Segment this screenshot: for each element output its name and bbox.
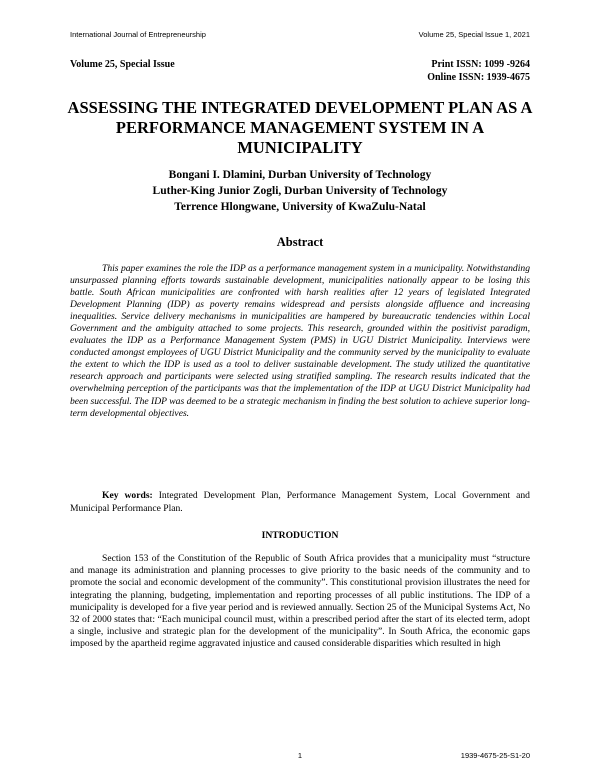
introduction-heading: INTRODUCTION [261,530,339,541]
keywords-text: Integrated Development Plan, Performance Management System, Local Government and Municipal Performance Plan. [70,490,530,514]
print-issn: Print ISSN: 1099 -9264 [431,59,530,70]
keywords [70,490,530,515]
introduction-text: Section 153 of the Constitution of the Republic of South Africa provides that a municipality must “structure and manage its administration and planning processes to give priority to the basic needs of the community and to promote the social and economic development of the community”. This constitutional provision illustrates the need for integrating the planning, budgeting, implementation and reporting processes of all public institutions. The IDP of a municipality is developed for a five year period and is reviewed annually. Section 25 of the Municipal Systems Act, No 32 of 2000 states that: “Each municipal council must, within a prescribed period after the start of its elected term, adopt a single, inclusive and strategic plan for the development of the municipality”. In South Africa, the economic gaps imposed by the apartheid regime aggravated injustice and caused considerable disparities which resulted in high [70,553,530,650]
author-line: Terrence Hlongwane, University of KwaZulu-Natal [174,201,426,213]
paper-title: ASSESSING THE INTEGRATED DEVELOPMENT PLAN AS A PERFORMANCE MANAGEMENT SYSTEM IN A MUNICIPALITY [67,98,533,157]
keywords-label: Key words: [102,490,153,501]
issn-block [427,58,530,84]
document-id: 1939-4675-25-S1-20 [460,751,530,760]
author-list [60,167,540,215]
journal-name: International Journal of Entrepreneurship [70,30,206,39]
online-issn: Online ISSN: 1939-4675 [427,72,530,83]
running-header [70,30,530,39]
author-line: Bongani I. Dlamini, Durban University of Technology [168,169,432,181]
abstract-text: This paper examines the role the IDP as a performance management system in a municipality. Notwithstanding unsurpassed planning efforts towards sustainable development, municipalities nationally appear to be losing this battle. South African municipalities are confronted with harsh realities after 12 years of legislated Integrated Development Planning (IDP) as poverty remains widespread and persists alongside affluence and increasing inequalities. Service delivery mechanisms in municipalities are hampered by bureaucratic tendencies within Local Government and the ambiguity attached to some projects. This research, grounded within the positivist paradigm, evaluates the IDP as a Performance Management System (PMS) in UGU District Municipality. Interviews were conducted amongst employees of UGU District Municipality and the community served by the municipality to evaluate the extent to which the IDP is used as a tool to deliver sustainable development. The study utilized the quantitative research approach and participants were selected using stratified sampling. The research results indicated that the overwhelming perception of the participants was that the implementation of the IDP at UGU District Municipality had been successful. The IDP was deemed to be a strategic mechanism in finding the best solution to achieve superior long-term developmental objectives. [70,263,530,419]
abstract-heading: Abstract [276,235,324,249]
volume-label: Volume 25, Special Issue [70,59,175,70]
issue-info: Volume 25, Special Issue 1, 2021 [418,30,530,39]
page-number: 1 [297,751,303,760]
author-line: Luther-King Junior Zogli, Durban University of Technology [152,185,448,197]
